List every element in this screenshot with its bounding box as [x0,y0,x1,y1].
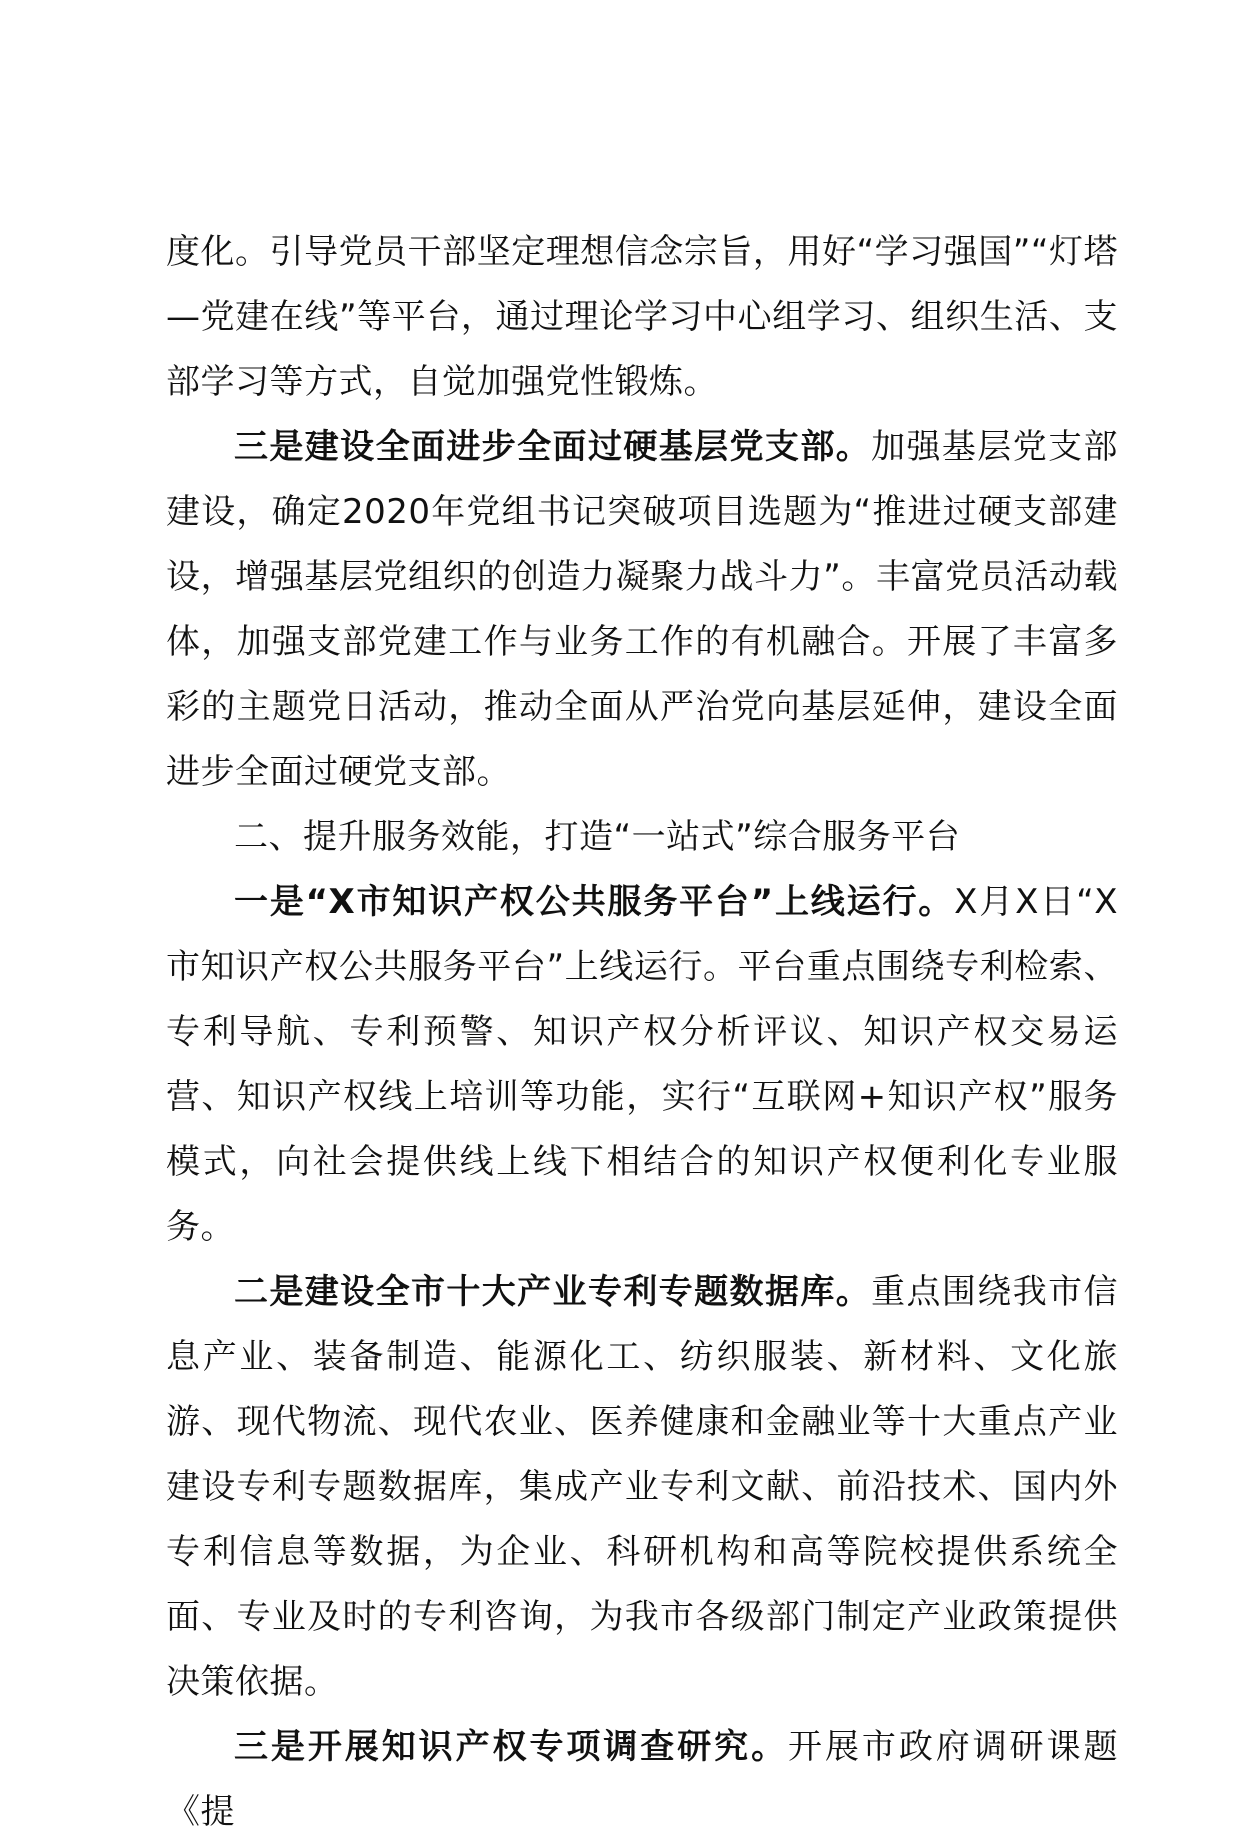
paragraph-6-lead: 三是开展知识产权专项调查研究。 [234,1727,789,1767]
paragraph-2-lead: 三是建设全面进步全面过硬基层党支部。 [234,427,872,467]
paragraph-1 [166,220,1118,415]
paragraph-5 [166,1260,1118,1715]
paragraph-1-text: 度化。引导党员干部坚定理想信念宗旨，用好“学习强国”“灯塔—党建在线”等平台，通过理论学习中心组学习、组织生活、支部学习等方式，自觉加强党性锻炼。 [166,232,1118,402]
paragraph-4-lead: 一是“X市知识产权公共服务平台”上线运行。 [234,882,955,922]
paragraph-5-text: 重点围绕我市信息产业、装备制造、能源化工、纺织服装、新材料、文化旅游、现代物流、现代农业、医养健康和金融业等十大重点产业建设专利专题数据库，集成产业专利文献、前沿技术、国内外专利信息等数据，为企业、科研机构和高等院校提供系统全面、专业及时的专利咨询，为我市各级部门制定产业政策提供决策依据。 [166,1272,1118,1702]
paragraph-2-text: 加强基层党支部建设，确定2020年党组书记突破项目选题为“推进过硬支部建设，增强基层党组织的创造力凝聚力战斗力”。丰富党员活动载体，加强支部党建工作与业务工作的有机融合。开展了丰富多彩的主题党日活动，推动全面从严治党向基层延伸，建设全面进步全面过硬党支部。 [166,427,1118,792]
document-body [166,220,1118,1845]
paragraph-5-lead: 二是建设全市十大产业专利专题数据库。 [234,1272,872,1312]
paragraph-2 [166,415,1118,805]
paragraph-6 [166,1715,1118,1845]
paragraph-4-text: X月X日“X市知识产权公共服务平台”上线运行。平台重点围绕专利检索、专利导航、专利预警、知识产权分析评议、知识产权交易运营、知识产权线上培训等功能，实行“互联网+知识产权”服务模式，向社会提供线上线下相结合的知识产权便利化专业服务。 [166,882,1118,1247]
section-heading-2 [166,805,1118,870]
paragraph-4 [166,870,1118,1260]
paragraph-6-text: 开展市政府调研课题《提 [166,1727,1119,1832]
section-heading-2-text: 二、提升服务效能，打造“一站式”综合服务平台 [234,817,961,857]
